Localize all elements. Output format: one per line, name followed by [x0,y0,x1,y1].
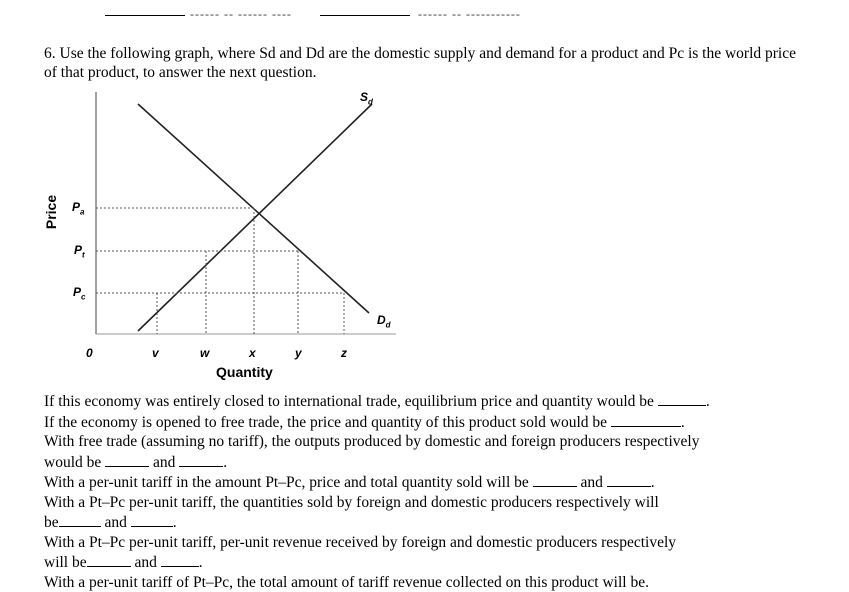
answer-blank[interactable] [611,412,681,427]
price-label-pc: $P_c$ [73,285,85,304]
answer-blank[interactable] [131,512,173,527]
top-fragment-line [0,6,849,20]
answer-blank[interactable] [59,512,101,527]
statements-list [44,391,804,592]
statement-line: With free trade (assuming no tariff), the outputs produced by domestic and foreign producers respectively [44,432,804,452]
cut-text-left: ------ -- ------ ---- [190,7,315,19]
answer-blank [320,15,410,16]
answer-blank[interactable] [105,452,149,467]
answer-blank [105,15,185,16]
question-body: Use the following graph, where Sd and Dd are the domestic supply and demand for a product and Pc is the world price of that product, to answer the next question. [44,45,796,81]
quantity-tick-v: v [152,346,159,360]
x-axis-label: Quantity [216,364,273,380]
supply-label: $S_d$ [360,90,373,109]
answer-blank[interactable] [533,472,577,487]
question-number: 6. [44,45,56,62]
quantity-tick-y: y [295,346,302,360]
statement-line: With a Pt–Pc per-unit tariff, per-unit revenue received by foreign and domestic producers respectively [44,533,804,553]
answer-blank[interactable] [658,391,706,406]
cut-text-right: ------ -- ----------- [418,7,558,19]
price-label-pa: $P_a$ [72,200,84,219]
supply-demand-graph [44,84,444,384]
statement-line: If the economy is opened to free trade, the price and quantity of this product sold would be . [44,412,804,433]
statement-line: be and . [44,512,804,533]
answer-blank[interactable] [161,552,199,567]
graph-canvas [44,84,444,384]
quantity-tick-w: w [200,346,209,360]
y-axis-label: Price [43,195,59,229]
quantity-tick-z: z [341,346,347,360]
statement-line: If this economy was entirely closed to international trade, equilibrium price and quantity would be . [44,391,804,412]
question-text [44,44,804,82]
statement-line: With a per-unit tariff in the amount Pt–Pc, price and total quantity sold will be and . [44,472,804,493]
statement-line: would be and . [44,452,804,473]
statement-line: With a per-unit tariff of Pt–Pc, the total amount of tariff revenue collected on this product will be. [44,573,804,592]
statement-line: will be and . [44,552,804,573]
quantity-tick-x: x [249,346,256,360]
answer-blank[interactable] [87,552,131,567]
answer-blank[interactable] [179,452,223,467]
origin-label: 0 [86,346,93,360]
supply-curve [138,104,372,331]
answer-blank[interactable] [607,472,651,487]
statement-line: With a Pt–Pc per-unit tariff, the quantities sold by foreign and domestic producers respectively will [44,493,804,513]
demand-label: $D_d$ [377,313,391,332]
price-label-pt: $P_t$ [74,243,85,262]
